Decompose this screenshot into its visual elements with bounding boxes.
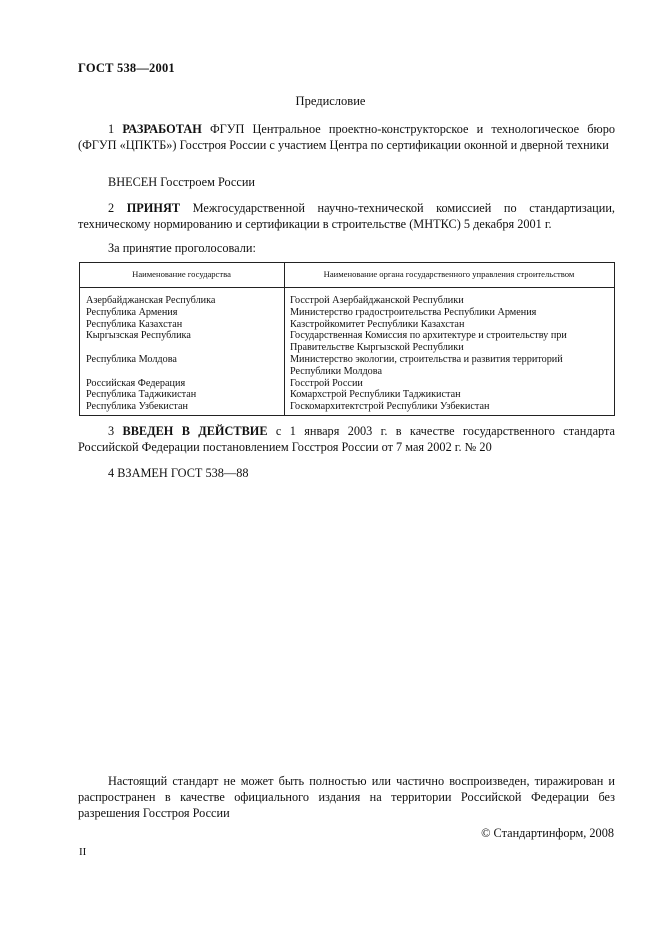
table-cell-authority: Казстройкомитет Республики Казахстан — [290, 318, 465, 330]
table-cell-authority: Государственная Комиссия по архитектуре и строительству при Правительстве Кыргызской Республики — [290, 330, 567, 354]
copyright-notice: Настоящий стандарт не может быть полностью или частично воспроизведен, тиражирован и распространен в качестве официального издания на территории Российской Федерации без разрешения Госстроя России — [78, 774, 615, 820]
table-row — [80, 330, 615, 354]
page-number: II — [79, 846, 87, 858]
paragraph-2 — [78, 200, 615, 232]
paragraph-3 — [78, 423, 615, 455]
table-cell-authority: Министерство экологии, строительства и развития территорий Республики Молдова — [290, 353, 563, 377]
table-cell-state: Кыргызская Республика — [80, 330, 285, 354]
table-cell-state: Республика Молдова — [80, 354, 285, 378]
table-cell-state: Азербайджанская Республика — [80, 288, 285, 307]
table-row — [80, 307, 615, 319]
paragraph-1 — [78, 121, 615, 153]
paragraph-1b: ВНЕСЕН Госстроем России — [108, 175, 256, 189]
table-row — [80, 354, 615, 378]
standard-code: ГОСТ 538—2001 — [78, 61, 175, 75]
table-cell-state: Республика Казахстан — [80, 319, 285, 331]
vote-caption: За принятие проголосовали: — [108, 241, 256, 255]
table-cell-authority: Министерство градостроительства Республики Армения — [290, 306, 537, 318]
item-lead: ВВЕДЕН В ДЕЙСТВИЕ — [122, 424, 268, 438]
table-row — [80, 389, 615, 401]
table-cell-state: Российская Федерация — [80, 378, 285, 390]
table-cell-state: Республика Таджикистан — [80, 389, 285, 401]
table-cell-authority: Госкомархитектстрой Республики Узбекистан — [290, 401, 490, 413]
item-number: 3 — [108, 424, 115, 438]
section-title: Предисловие — [295, 94, 366, 108]
item-number: 1 — [108, 122, 115, 136]
table-cell-state: Республика Узбекистан — [80, 401, 285, 415]
table-row — [80, 288, 615, 307]
voting-table — [79, 262, 615, 416]
item-number: 2 — [108, 201, 115, 215]
table-header-state: Наименование государства — [80, 263, 285, 288]
item-text: Межгосударственной научно-технической комиссией по стандартизации, техническому нормированию и сертификации в строительстве (МНТКС) 5 декабря 2001 г. — [78, 201, 615, 231]
table-row — [80, 378, 615, 390]
paragraph-4: 4 ВЗАМЕН ГОСТ 538—88 — [108, 466, 249, 480]
table-cell-authority: Госстрой Азербайджанской Республики — [290, 295, 464, 306]
item-lead: ПРИНЯТ — [126, 201, 181, 215]
item-text: с 1 января 2003 г. в качестве государственного стандарта Российской Федерации постановлением Госстроя России от 7 мая 2002 г. № 20 — [78, 424, 615, 454]
table-header-authority: Наименование органа государственного управления строительством — [285, 263, 615, 288]
copyright: © Стандартинформ, 2008 — [481, 826, 614, 840]
table-row — [80, 401, 615, 415]
table-cell-authority: Госстрой России — [290, 377, 363, 389]
item-text: ФГУП Центральное проектно-конструкторское и технологическое бюро (ФГУП «ЦПКТБ») Госстроя России с участием Центра по сертификации оконной и дверной техники — [78, 122, 616, 152]
table-row — [80, 319, 615, 331]
table-cell-authority: Комархстрой Республики Таджикистан — [290, 389, 461, 401]
item-lead: РАЗРАБОТАН — [122, 122, 202, 136]
table-cell-state: Республика Армения — [80, 307, 285, 319]
